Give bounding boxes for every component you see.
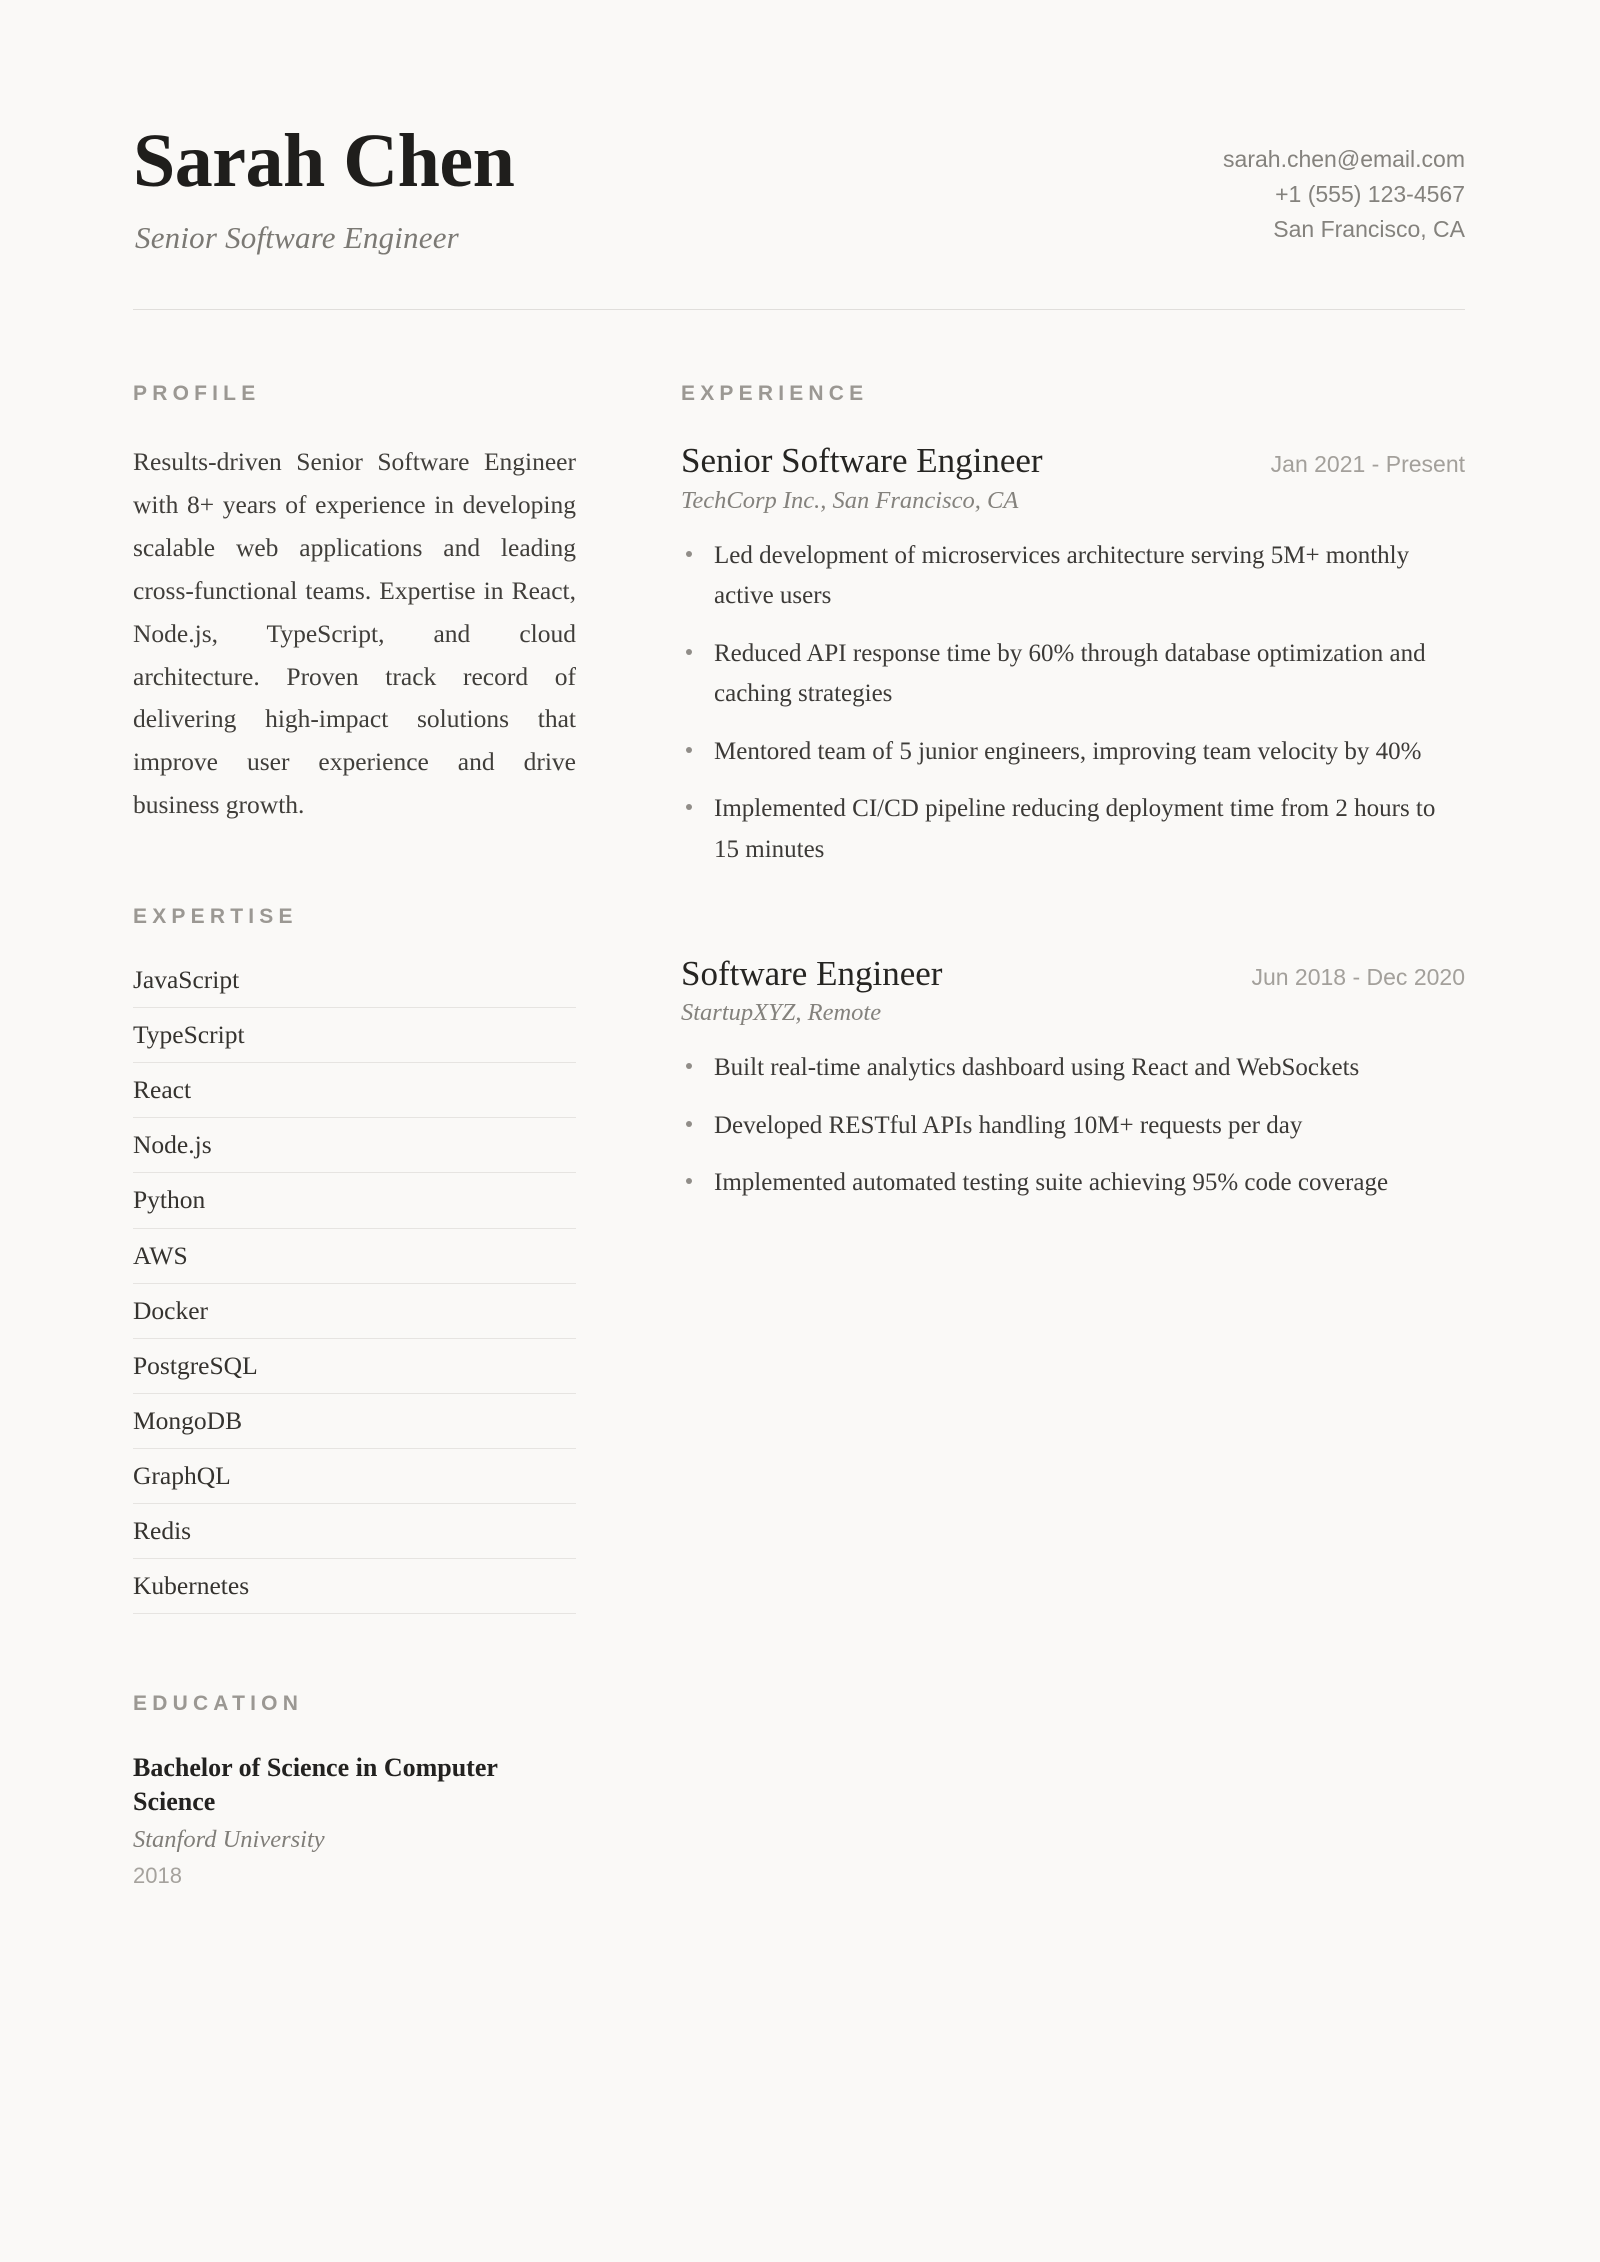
left-column bbox=[133, 382, 576, 1888]
skill-item: Node.js bbox=[133, 1129, 576, 1173]
bullet-dot-icon bbox=[686, 804, 692, 810]
skill-item: Docker bbox=[133, 1295, 576, 1339]
bullet-dot-icon bbox=[686, 747, 692, 753]
education-section bbox=[133, 1692, 576, 1889]
experience-entry-header bbox=[681, 954, 1465, 994]
contact-phone[interactable]: +1 (555) 123-4567 bbox=[1275, 180, 1465, 207]
profile-section-title: PROFILE bbox=[133, 382, 261, 406]
profile-summary: Results-driven Senior Software Engineer with 8+ years of experience in developing scalable web applications and leading cross-functional teams. Expertise in React, Node.js, TypeScript, and cloud architecture. Proven track record of delivering high-impact solutions that improve user experience and drive business growth. bbox=[133, 447, 576, 820]
experience-dates: Jan 2021 - Present bbox=[1270, 451, 1465, 478]
skill-item: Redis bbox=[133, 1515, 576, 1559]
candidate-name: Sarah Chen bbox=[133, 119, 515, 203]
skill-item: Python bbox=[133, 1184, 576, 1228]
experience-bullet-text: Mentored team of 5 junior engineers, improving team velocity by 40% bbox=[714, 737, 1422, 765]
expertise-section-title: EXPERTISE bbox=[133, 904, 298, 928]
experience-dates: Jun 2018 - Dec 2020 bbox=[1251, 964, 1465, 991]
header-identity bbox=[133, 120, 514, 256]
experience-bullet bbox=[681, 732, 1465, 773]
experience-entry bbox=[681, 954, 1465, 1204]
right-column bbox=[681, 382, 1465, 1204]
experience-entry bbox=[681, 441, 1465, 870]
bullet-dot-icon bbox=[686, 551, 692, 557]
resume-header bbox=[133, 120, 1465, 256]
experience-entry-header bbox=[681, 441, 1465, 481]
bullet-dot-icon bbox=[686, 1121, 692, 1127]
experience-list bbox=[681, 441, 1465, 1204]
experience-bullet-text: Built real-time analytics dashboard using React and WebSockets bbox=[714, 1054, 1360, 1082]
resume-body bbox=[133, 382, 1465, 1888]
experience-bullet-text: Led development of microservices architecture serving 5M+ monthly active users bbox=[714, 541, 1410, 610]
experience-bullet bbox=[681, 634, 1465, 715]
bullet-dot-icon bbox=[686, 649, 692, 655]
experience-bullet bbox=[681, 1106, 1465, 1147]
experience-section bbox=[681, 382, 1465, 1204]
header-divider bbox=[133, 309, 1465, 310]
experience-role: Senior Software Engineer bbox=[681, 441, 1043, 481]
skill-item: GraphQL bbox=[133, 1460, 576, 1504]
experience-bullets bbox=[681, 536, 1465, 871]
experience-role: Software Engineer bbox=[681, 954, 943, 994]
experience-bullet bbox=[681, 536, 1465, 617]
experience-company: StartupXYZ, Remote bbox=[681, 999, 882, 1027]
expertise-section bbox=[133, 905, 576, 1615]
skill-item: React bbox=[133, 1074, 576, 1118]
skill-item: PostgreSQL bbox=[133, 1350, 576, 1394]
contact-block bbox=[1223, 120, 1465, 247]
experience-bullet-text: Developed RESTful APIs handling 10M+ requests per day bbox=[714, 1111, 1303, 1139]
education-list bbox=[133, 1751, 576, 1889]
skill-item: MongoDB bbox=[133, 1405, 576, 1449]
experience-bullet-text: Reduced API response time by 60% through database optimization and caching strategies bbox=[714, 639, 1426, 708]
education-degree: Bachelor of Science in Computer Science bbox=[133, 1753, 498, 1816]
skill-item: JavaScript bbox=[133, 964, 576, 1008]
bullet-dot-icon bbox=[686, 1178, 692, 1184]
experience-bullet bbox=[681, 1163, 1465, 1204]
experience-bullet bbox=[681, 789, 1465, 870]
candidate-title: Senior Software Engineer bbox=[135, 220, 459, 256]
education-section-title: EDUCATION bbox=[133, 1692, 304, 1716]
contact-location: San Francisco, CA bbox=[1273, 215, 1465, 242]
profile-section bbox=[133, 382, 576, 826]
skill-item: AWS bbox=[133, 1240, 576, 1284]
education-school: Stanford University bbox=[133, 1825, 325, 1853]
bullet-dot-icon bbox=[686, 1063, 692, 1069]
skill-item: Kubernetes bbox=[133, 1570, 576, 1614]
skill-item: TypeScript bbox=[133, 1019, 576, 1063]
experience-company: TechCorp Inc., San Francisco, CA bbox=[681, 486, 1019, 514]
experience-section-title: EXPERIENCE bbox=[681, 382, 869, 406]
contact-email[interactable]: sarah.chen@email.com bbox=[1223, 146, 1465, 172]
education-entry bbox=[133, 1751, 576, 1889]
skills-list bbox=[133, 964, 576, 1615]
experience-bullets bbox=[681, 1048, 1465, 1204]
education-year: 2018 bbox=[133, 1862, 182, 1888]
experience-bullet-text: Implemented automated testing suite achieving 95% code coverage bbox=[714, 1169, 1389, 1197]
experience-bullet-text: Implemented CI/CD pipeline reducing deployment time from 2 hours to 15 minutes bbox=[714, 795, 1436, 863]
experience-bullet bbox=[681, 1048, 1465, 1089]
